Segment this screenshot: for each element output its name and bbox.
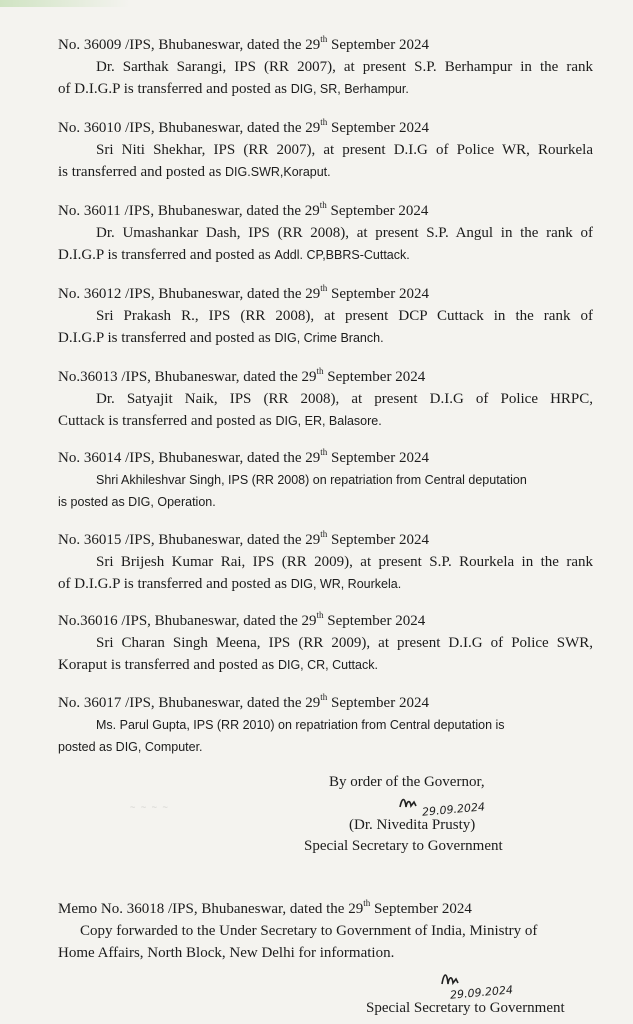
order-header: No. 36012 /IPS, Bhubaneswar, dated the 29th September 2024	[58, 283, 429, 302]
order-line: Cuttack is transferred and posted as DIG, ER, Balasore.	[58, 413, 382, 429]
order-line: of D.I.G.P is transferred and posted as DIG, WR, Rourkela.	[58, 576, 402, 592]
order-header: No.36013 /IPS, Bhubaneswar, dated the 29th September 2024	[58, 366, 426, 385]
order-line: Sri Charan Singh Meena, IPS (RR 2009), at present D.I.G of Police SWR,	[96, 635, 593, 651]
order-header: No. 36014 /IPS, Bhubaneswar, dated the 29th September 2024	[58, 447, 429, 466]
order-header: No. 36010 /IPS, Bhubaneswar, dated the 29th September 2024	[58, 117, 429, 136]
signature-date: 29.09.2024	[449, 983, 514, 1002]
order-line: posted as DIG, Computer.	[58, 740, 203, 754]
order-entry	[58, 692, 593, 758]
memo-header: Memo No. 36018 /IPS, Bhubaneswar, dated the 29th September 2024	[58, 898, 472, 917]
order-entry	[58, 610, 593, 676]
order-line: Dr. Sarthak Sarangi, IPS (RR 2007), at present S.P. Berhampur in the rank	[96, 59, 593, 75]
order-header: No. 36015 /IPS, Bhubaneswar, dated the 29th September 2024	[58, 529, 429, 548]
order-entry	[58, 34, 593, 100]
order-entry	[58, 283, 593, 349]
order-line: D.I.G.P is transferred and posted as DIG, Crime Branch.	[58, 330, 384, 346]
order-line: D.I.G.P is transferred and posted as Addl. CP,BBRS-Cuttack.	[58, 247, 410, 263]
order-entry	[58, 366, 593, 432]
memo-line: Home Affairs, North Block, New Delhi for information.	[58, 945, 395, 961]
scan-edge	[0, 0, 130, 7]
order-line: of D.I.G.P is transferred and posted as DIG, SR, Berhampur.	[58, 81, 409, 97]
bleed-through-mark: ~ ~ ~ ~	[130, 803, 168, 813]
signatory-designation: Special Secretary to Government	[304, 838, 503, 854]
order-header: No. 36017 /IPS, Bhubaneswar, dated the 29th September 2024	[58, 692, 429, 711]
signature-date: 29.09.2024	[421, 800, 486, 819]
signature-block	[304, 772, 564, 857]
order-line: is transferred and posted as DIG.SWR,Koraput.	[58, 164, 331, 180]
order-header: No. 36009 /IPS, Bhubaneswar, dated the 29th September 2024	[58, 34, 429, 53]
order-line: Ms. Parul Gupta, IPS (RR 2010) on repatriation from Central deputation is	[96, 718, 505, 732]
signatory-name: (Dr. Nivedita Prusty)	[349, 817, 476, 833]
order-header: No.36016 /IPS, Bhubaneswar, dated the 29th September 2024	[58, 610, 426, 629]
memo-designation: Special Secretary to Government	[366, 1000, 565, 1016]
order-line: is posted as DIG, Operation.	[58, 495, 216, 509]
memo-block	[58, 898, 593, 964]
order-entry	[58, 200, 593, 266]
order-line: Sri Brijesh Kumar Rai, IPS (RR 2009), at present S.P. Rourkela in the rank	[96, 554, 593, 570]
signature-area	[304, 793, 564, 819]
order-line: Koraput is transferred and posted as DIG, CR, Cuttack.	[58, 657, 378, 673]
order-header: No. 36011 /IPS, Bhubaneswar, dated the 29th September 2024	[58, 200, 429, 219]
order-entry	[58, 529, 593, 595]
memo-line: Copy forwarded to the Under Secretary to Government of India, Ministry of	[80, 923, 538, 939]
by-order-line: By order of the Governor,	[329, 774, 485, 790]
memo-signature-block	[366, 968, 606, 1024]
order-line: Dr. Umashankar Dash, IPS (RR 2008), at present S.P. Angul in the rank of	[96, 225, 593, 241]
order-line: Sri Prakash R., IPS (RR 2008), at present DCP Cuttack in the rank of	[96, 308, 593, 324]
order-line: Sri Niti Shekhar, IPS (RR 2007), at present D.I.G of Police WR, Rourkela	[96, 142, 593, 158]
order-line: Shri Akhileshvar Singh, IPS (RR 2008) on repatriation from Central deputation	[96, 473, 527, 487]
order-line: Dr. Satyajit Naik, IPS (RR 2008), at present D.I.G of Police HRPC,	[96, 391, 593, 407]
order-entry	[58, 447, 593, 513]
order-entry	[58, 117, 593, 183]
